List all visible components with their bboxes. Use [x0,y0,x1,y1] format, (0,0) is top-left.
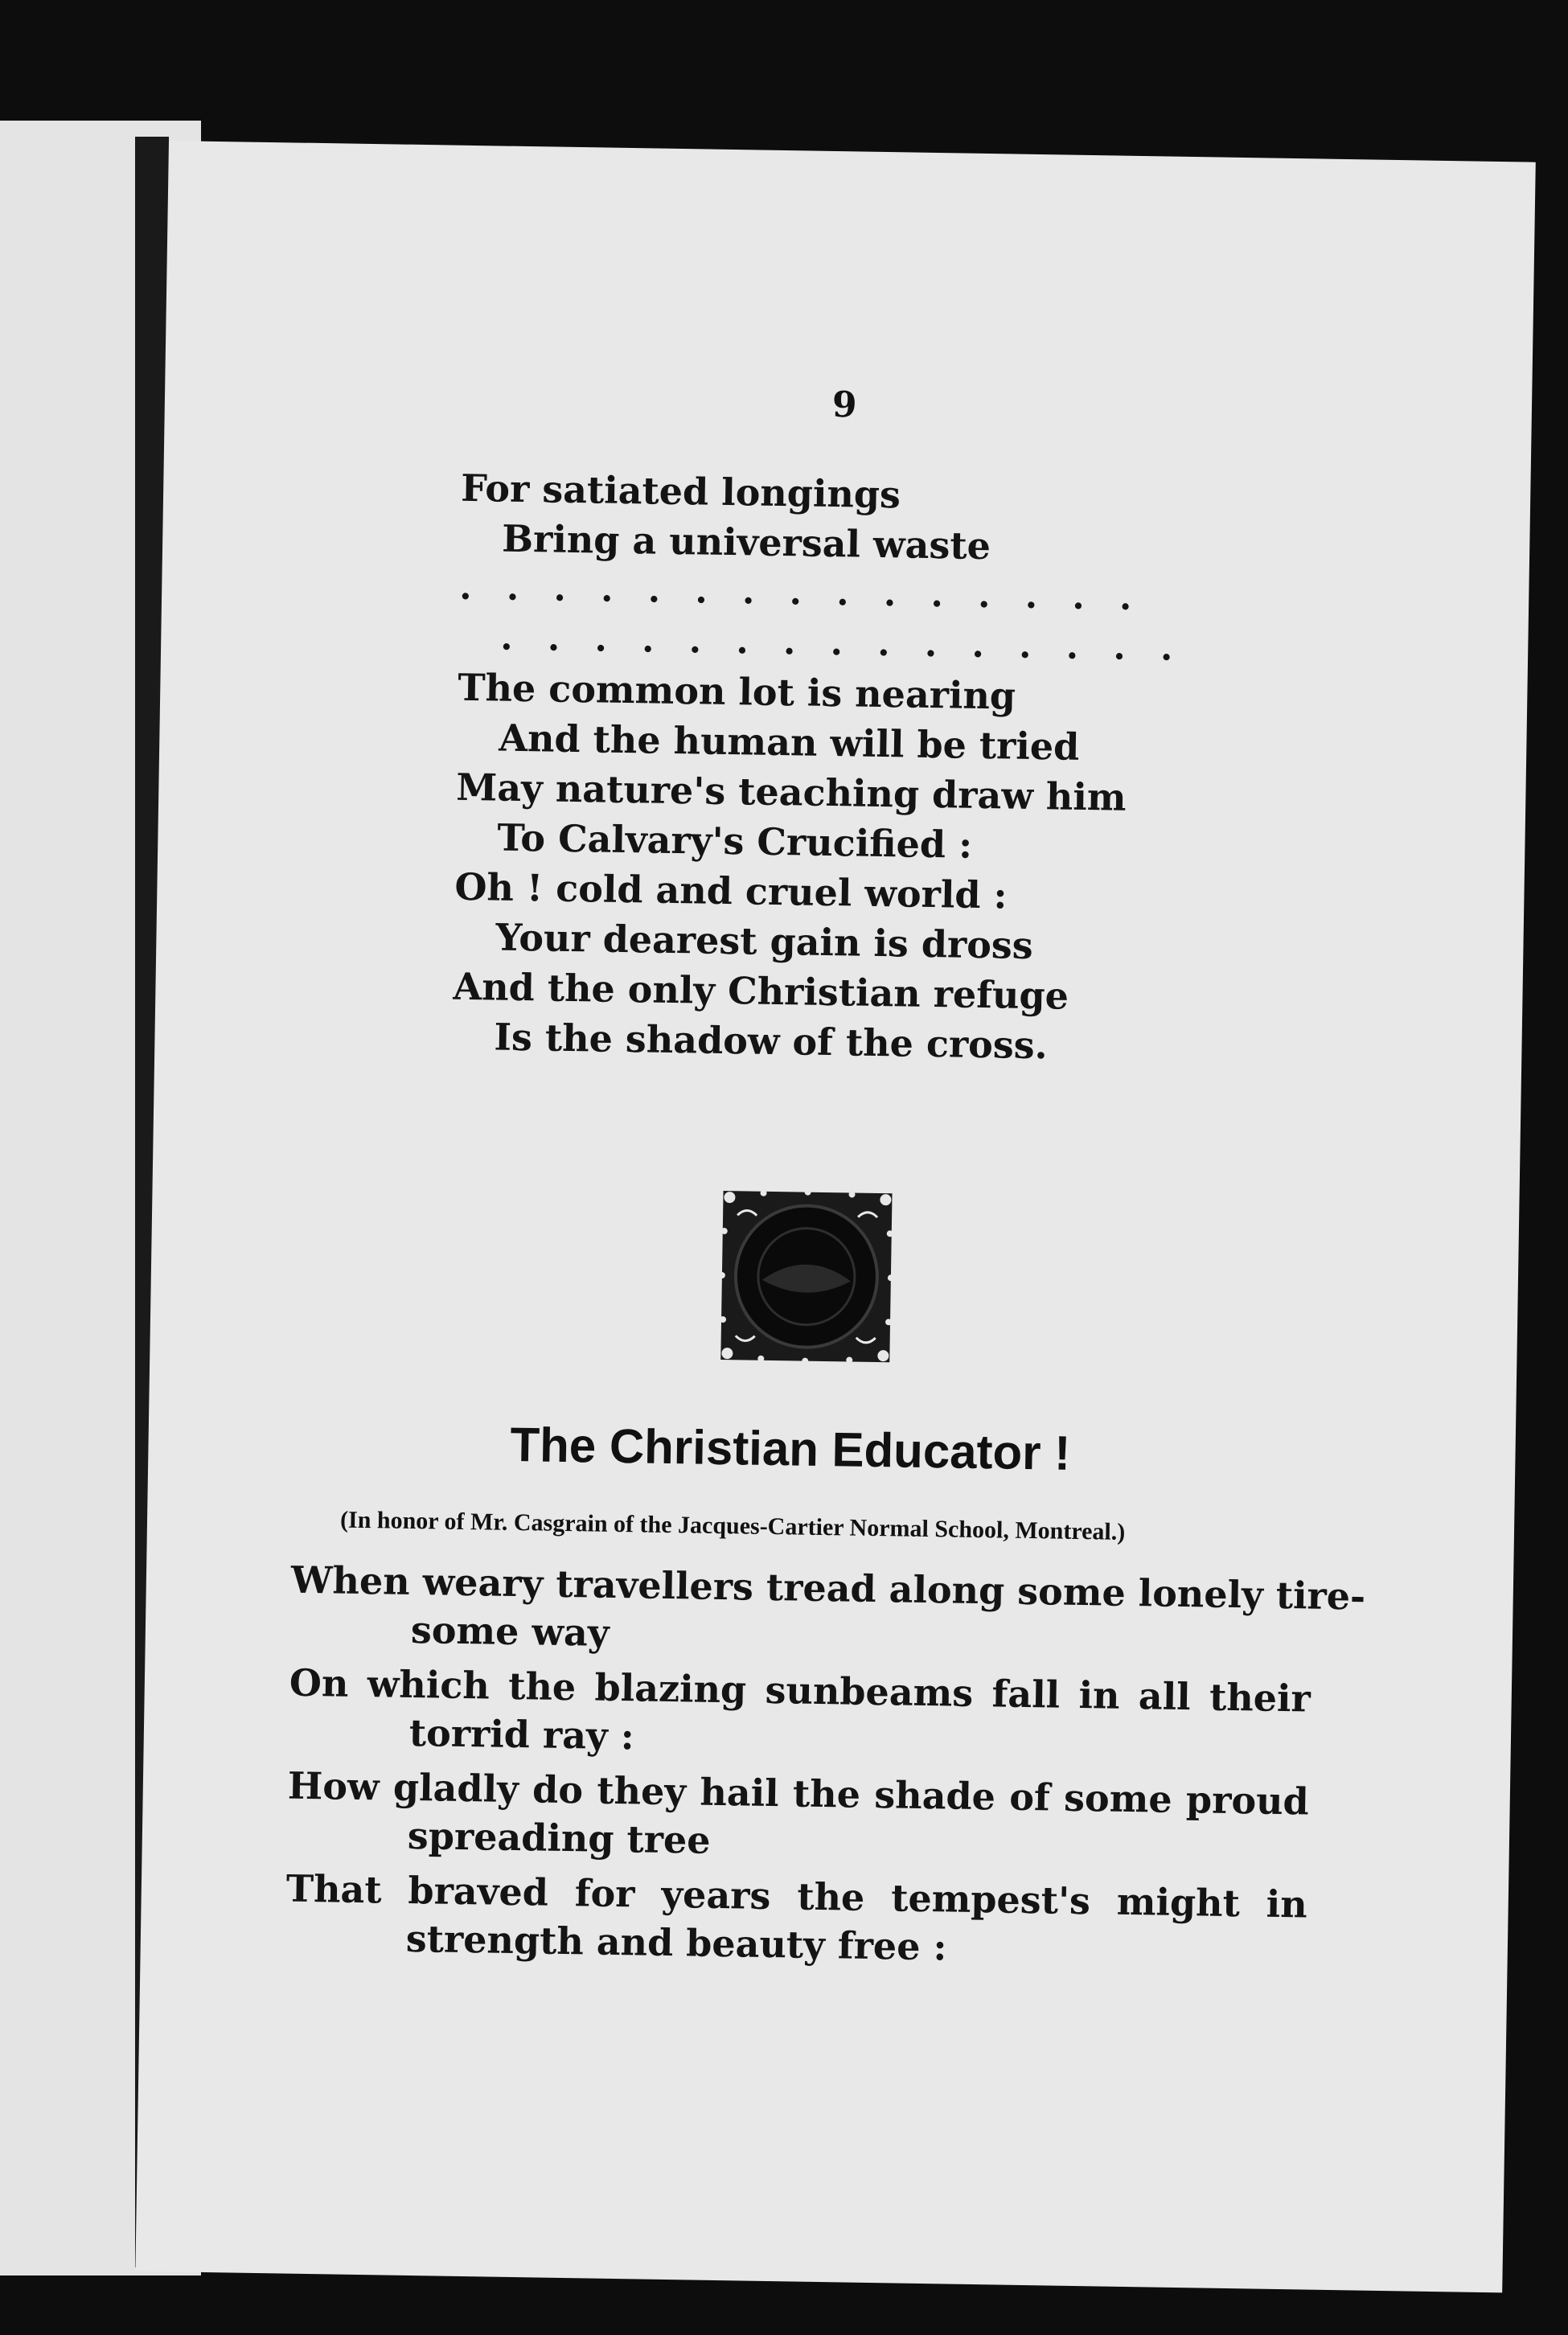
poem-line: For satiated longings [460,466,901,517]
verse-continuation: torrid ray : [408,1710,635,1758]
poem-line: May nature's teaching draw him [455,765,1127,819]
poem-line: To Calvary's Crucified : [497,815,973,867]
verse-first-line: When weary travellers tread along some lonely tire- [290,1557,1366,1619]
verse-continuation: spreading tree [407,1813,711,1862]
poem-stanza [452,463,1346,1075]
verse-first-line: On which the blazing sunbeams fall in all their [289,1660,1311,1721]
book-page [135,141,1535,2292]
poem-line: Bring a universal waste [501,516,991,568]
verse-continuation: strength and beauty free : [405,1916,947,1969]
poem-title: The Christian Educator ! [510,1417,1071,1480]
poem-line: And the only Christian refuge [453,964,1069,1018]
poem-line: Your dearest gain is dross [495,915,1034,968]
poem-line: Is the shadow of the cross. [494,1015,1049,1068]
ellipsis-line: . . . . . . . . . . . . . . . [499,617,1184,669]
poem-line: Oh ! cold and cruel world : [454,864,1008,917]
page-number: 9 [831,384,857,426]
verse-line [287,1760,1334,1873]
poem-body [285,1554,1366,1982]
ellipsis-line: . . . . . . . . . . . . . . . [458,566,1143,619]
verse-first-line: That braved for years the tempest's might in [285,1866,1308,1927]
verse-line [285,1863,1332,1976]
poem-line: And the human will be tried [498,716,1080,769]
poem-dedication: (In honor of Mr. Casgrain of the Jacques-Cartier Normal School, Montreal.) [339,1506,1126,1545]
verse-line [290,1554,1366,1667]
poem-line: The common lot is nearing [457,665,1016,718]
verse-first-line: How gladly do they hail the shade of some proud [287,1763,1310,1824]
verse-line [289,1657,1336,1770]
ornament-vignette-icon [712,1183,901,1371]
verse-continuation: some way [410,1607,610,1655]
